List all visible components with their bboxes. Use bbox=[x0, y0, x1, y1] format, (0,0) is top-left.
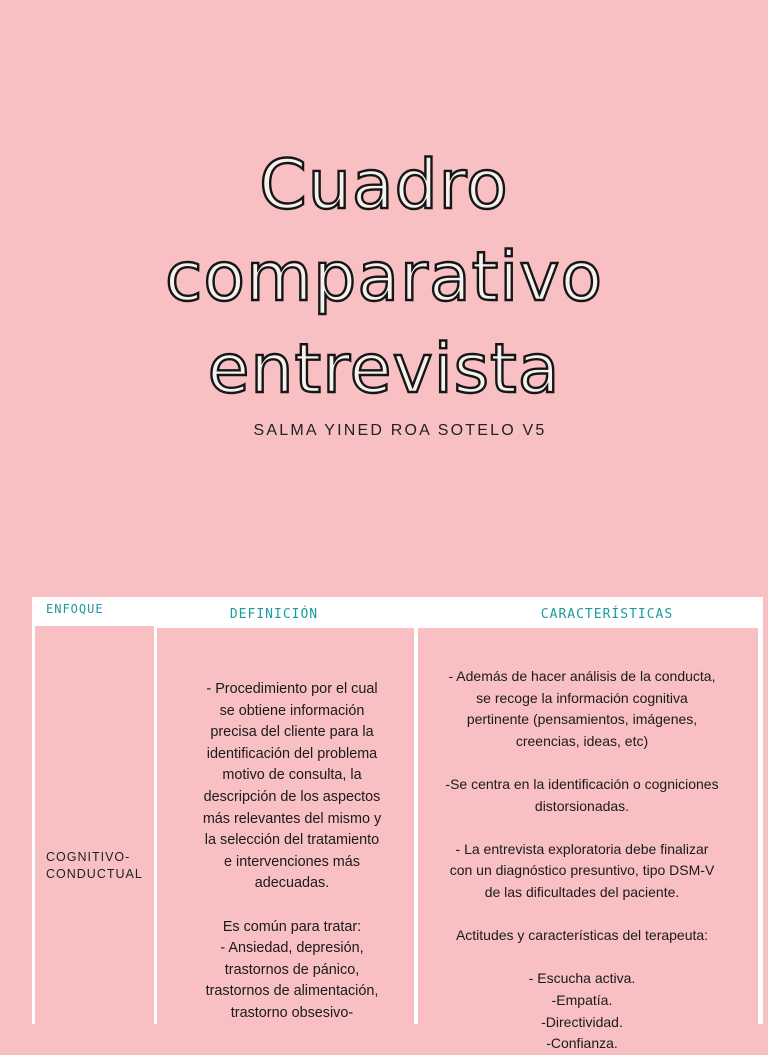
definicion-line: más relevantes del mismo y bbox=[202, 810, 382, 827]
definicion-line: trastornos de pánico, bbox=[224, 961, 360, 978]
definicion-line: - Ansiedad, depresión, bbox=[220, 940, 364, 957]
caracteristicas-line: con un diagnóstico presuntivo, tipo DSM-V bbox=[449, 862, 715, 879]
caracteristicas-line bbox=[422, 904, 742, 926]
title-line-1: Cuadro bbox=[259, 146, 509, 225]
caracteristicas-line: - Además de hacer análisis de la conducta, bbox=[448, 668, 716, 684]
definicion-line: - Procedimiento por el cual bbox=[206, 681, 378, 697]
caracteristicas-line: distorsionadas. bbox=[534, 797, 630, 814]
caracteristicas-line: -Directividad. bbox=[541, 1013, 623, 1030]
definicion-line: precisa del cliente para la bbox=[210, 724, 374, 741]
row-label-enfoque bbox=[46, 849, 151, 883]
caracteristicas-line: - Escucha activa. bbox=[528, 970, 636, 987]
definicion-line: adecuadas. bbox=[254, 875, 330, 892]
definicion-line: identificación del problema bbox=[206, 745, 378, 762]
title-line-3: entrevista bbox=[207, 330, 561, 409]
caracteristicas-line: creencias, ideas, etc) bbox=[515, 732, 649, 749]
column-divider-1 bbox=[154, 626, 157, 1024]
definicion-line: e intervenciones más bbox=[224, 853, 360, 870]
definicion-line: trastorno obsesivo- bbox=[230, 1004, 354, 1021]
definicion-line bbox=[160, 895, 424, 917]
caracteristicas-line: - La entrevista exploratoria debe finalizar bbox=[455, 840, 709, 857]
caracteristicas-line: pertinente (pensamientos, imágenes, bbox=[466, 711, 698, 728]
title-line-2: comparativo bbox=[164, 238, 604, 317]
caracteristicas-line bbox=[422, 817, 742, 839]
header-enfoque: ENFOQUE bbox=[46, 602, 104, 616]
enfoque-line: CONDUCTUAL bbox=[46, 867, 143, 881]
definicion-line: motivo de consulta, la bbox=[222, 767, 362, 784]
caracteristicas-line: se recoge la información cognitiva bbox=[476, 689, 688, 706]
table-right-border bbox=[758, 626, 763, 1024]
page-title bbox=[0, 140, 768, 416]
definicion-line: la selección del tratamiento bbox=[204, 832, 380, 849]
header-caracteristicas: CARACTERÍSTICAS bbox=[540, 607, 674, 622]
caracteristicas-line: -Confianza. bbox=[546, 1035, 618, 1052]
caracteristicas-line: Actitudes y características del terapeuta: bbox=[455, 927, 709, 944]
definicion-line: trastornos de alimentación, bbox=[205, 983, 379, 1000]
caracteristicas-line: -Se centra en la identificación o cogniciones bbox=[445, 775, 719, 792]
author-name: SALMA YINED ROA SOTELO V5 bbox=[253, 422, 547, 439]
definicion-cell bbox=[160, 679, 424, 1025]
caracteristicas-line: -Empatía. bbox=[551, 991, 613, 1008]
caracteristicas-cell bbox=[422, 666, 742, 1055]
caracteristicas-line: de las dificultades del paciente. bbox=[484, 883, 680, 900]
caracteristicas-line bbox=[422, 752, 742, 774]
enfoque-line: COGNITIVO- bbox=[46, 850, 131, 864]
definicion-line: se obtiene información bbox=[219, 702, 365, 719]
table-left-border bbox=[32, 626, 35, 1024]
definicion-line: descripción de los aspectos bbox=[203, 788, 381, 805]
caracteristicas-line bbox=[422, 947, 742, 969]
header-definicion: DEFINICIÓN bbox=[229, 607, 319, 622]
definicion-line: Es común para tratar: bbox=[222, 918, 362, 935]
